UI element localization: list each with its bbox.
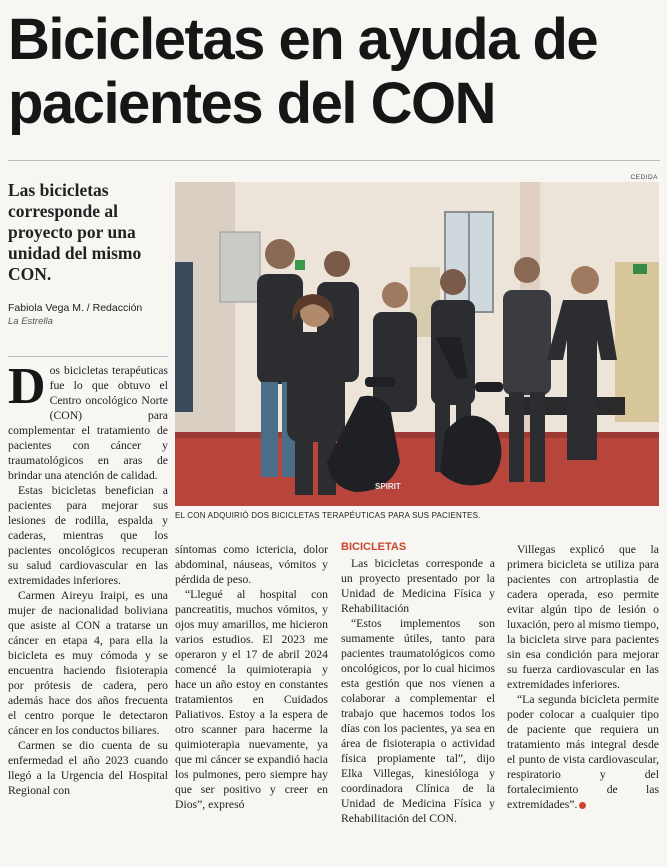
paragraph: Carmen Aireyu Iraipi, es una mujer de nacionalidad boliviana que asiste al CON a tratarse un cáncer en etapa 4, para ella la bicicleta es muy cómoda y se encuentra haciendo fisioterapia por prótesis de cadera, pero además hace dos años frecuenta el centro porque le detectaron cáncer en los conductos biliares.: [8, 589, 168, 737]
article-photo: [175, 182, 659, 506]
article-column-2: [175, 542, 328, 862]
article-column-1: [8, 358, 168, 863]
paragraph: síntomas como ictericia, dolor abdominal, náuseas, vómitos y pérdida de peso.: [175, 543, 328, 586]
end-of-article-icon: [579, 802, 586, 809]
headline-divider: [8, 160, 660, 161]
paragraph: Carmen se dio cuenta de su enfermedad el año 2023 cuando llegó a la Urgencia del Hospital Regional con: [8, 739, 168, 797]
paragraph: “Llegué al hospital con pancreatitis, muchos vómitos, y ojos muy amarillos, me hicieron varios estudios. El 2023 me operaron y el 17 de abril 2024 comencé la quimioterapia y hace un año estoy en constantes tratamientos en Cuidados Paliativos. Estoy a la espera de otro scanner para hacerme la quimioterapia nuevamente, ya que mi cáncer se expandió hacia los pulmones, pero siempre hay que ser positivo y creer en Dios”, expresó: [175, 588, 328, 811]
bike-brand-label: SPIRIT: [375, 482, 401, 491]
byline-outlet: La Estrella: [8, 316, 53, 327]
paragraph: Estas bicicletas benefician a pacientes para mejorar sus lesiones de rodilla, espalda y caderas, mientras que los pacientes oncológicos recuperan su salud cardiovascular en las extremidades inferiores.: [8, 484, 168, 587]
photo-credit: CEDIDA: [630, 174, 658, 181]
photo-caption: EL CON ADQUIRIÓ DOS BICICLETAS TERAPÉUTICAS PARA SUS PACIENTES.: [175, 511, 481, 520]
article-column-4: [507, 542, 659, 862]
paragraph: “La segunda bicicleta permite poder colocar a cualquier tipo de paciente que requiera un tratamiento más integral desde el punto de vista cardiovascular, respiratorio y del fortalecimiento de las extremidades”.: [507, 693, 659, 811]
article-subhead: Las bicicletas corresponde al proyecto por una unidad del mismo CON.: [8, 180, 142, 284]
byline: Fabiola Vega M. / Redacción: [8, 302, 143, 314]
paragraph: “Estos implementos son sumamente útiles, tanto para pacientes traumatológicos como oncológicos, por lo cual hicimos esta gestión que nos vienen a colaborar a complementar el trabajo que hacemos todos los días con los pacientes, ya sea en área de fisioterapia o actividad física propiamente tal”, dijo Elka Villegas, kinesióloga y coordinadora Clínica de la Unidad de Medicina Física y Rehabilitación del CON.: [341, 617, 495, 825]
section-label: BICICLETAS: [341, 541, 407, 553]
paragraph: Las bicicletas corresponde a un proyecto presentado por la Unidad de Medicina Física y Rehabilitación: [341, 557, 495, 615]
paragraph: Dos bicicletas terapéuticas fue lo que obtuvo el Centro oncológico Norte (CON) para complementar el tratamiento de pacientes con cáncer y traumatológicos en aras de brindar una atención de calidad.: [8, 358, 168, 482]
photo-illustration: [175, 182, 659, 506]
byline-divider: [8, 356, 168, 357]
paragraph: Villegas explicó que la primera bicicleta se utiliza para pacientes con artroplastia de cadera operada, eso permite evitar algún tipo de lesión o luxación, pero al mismo tiempo, la bicicleta sirve para pacientes sin esa condición para mejorar su fuerza cardiovascular en las extremidades inferiores.: [507, 543, 659, 691]
article-column-3: [341, 540, 495, 862]
article-headline: Bicicletas en ayuda de pacientes del CON: [8, 7, 598, 136]
drop-cap: D: [8, 358, 46, 415]
